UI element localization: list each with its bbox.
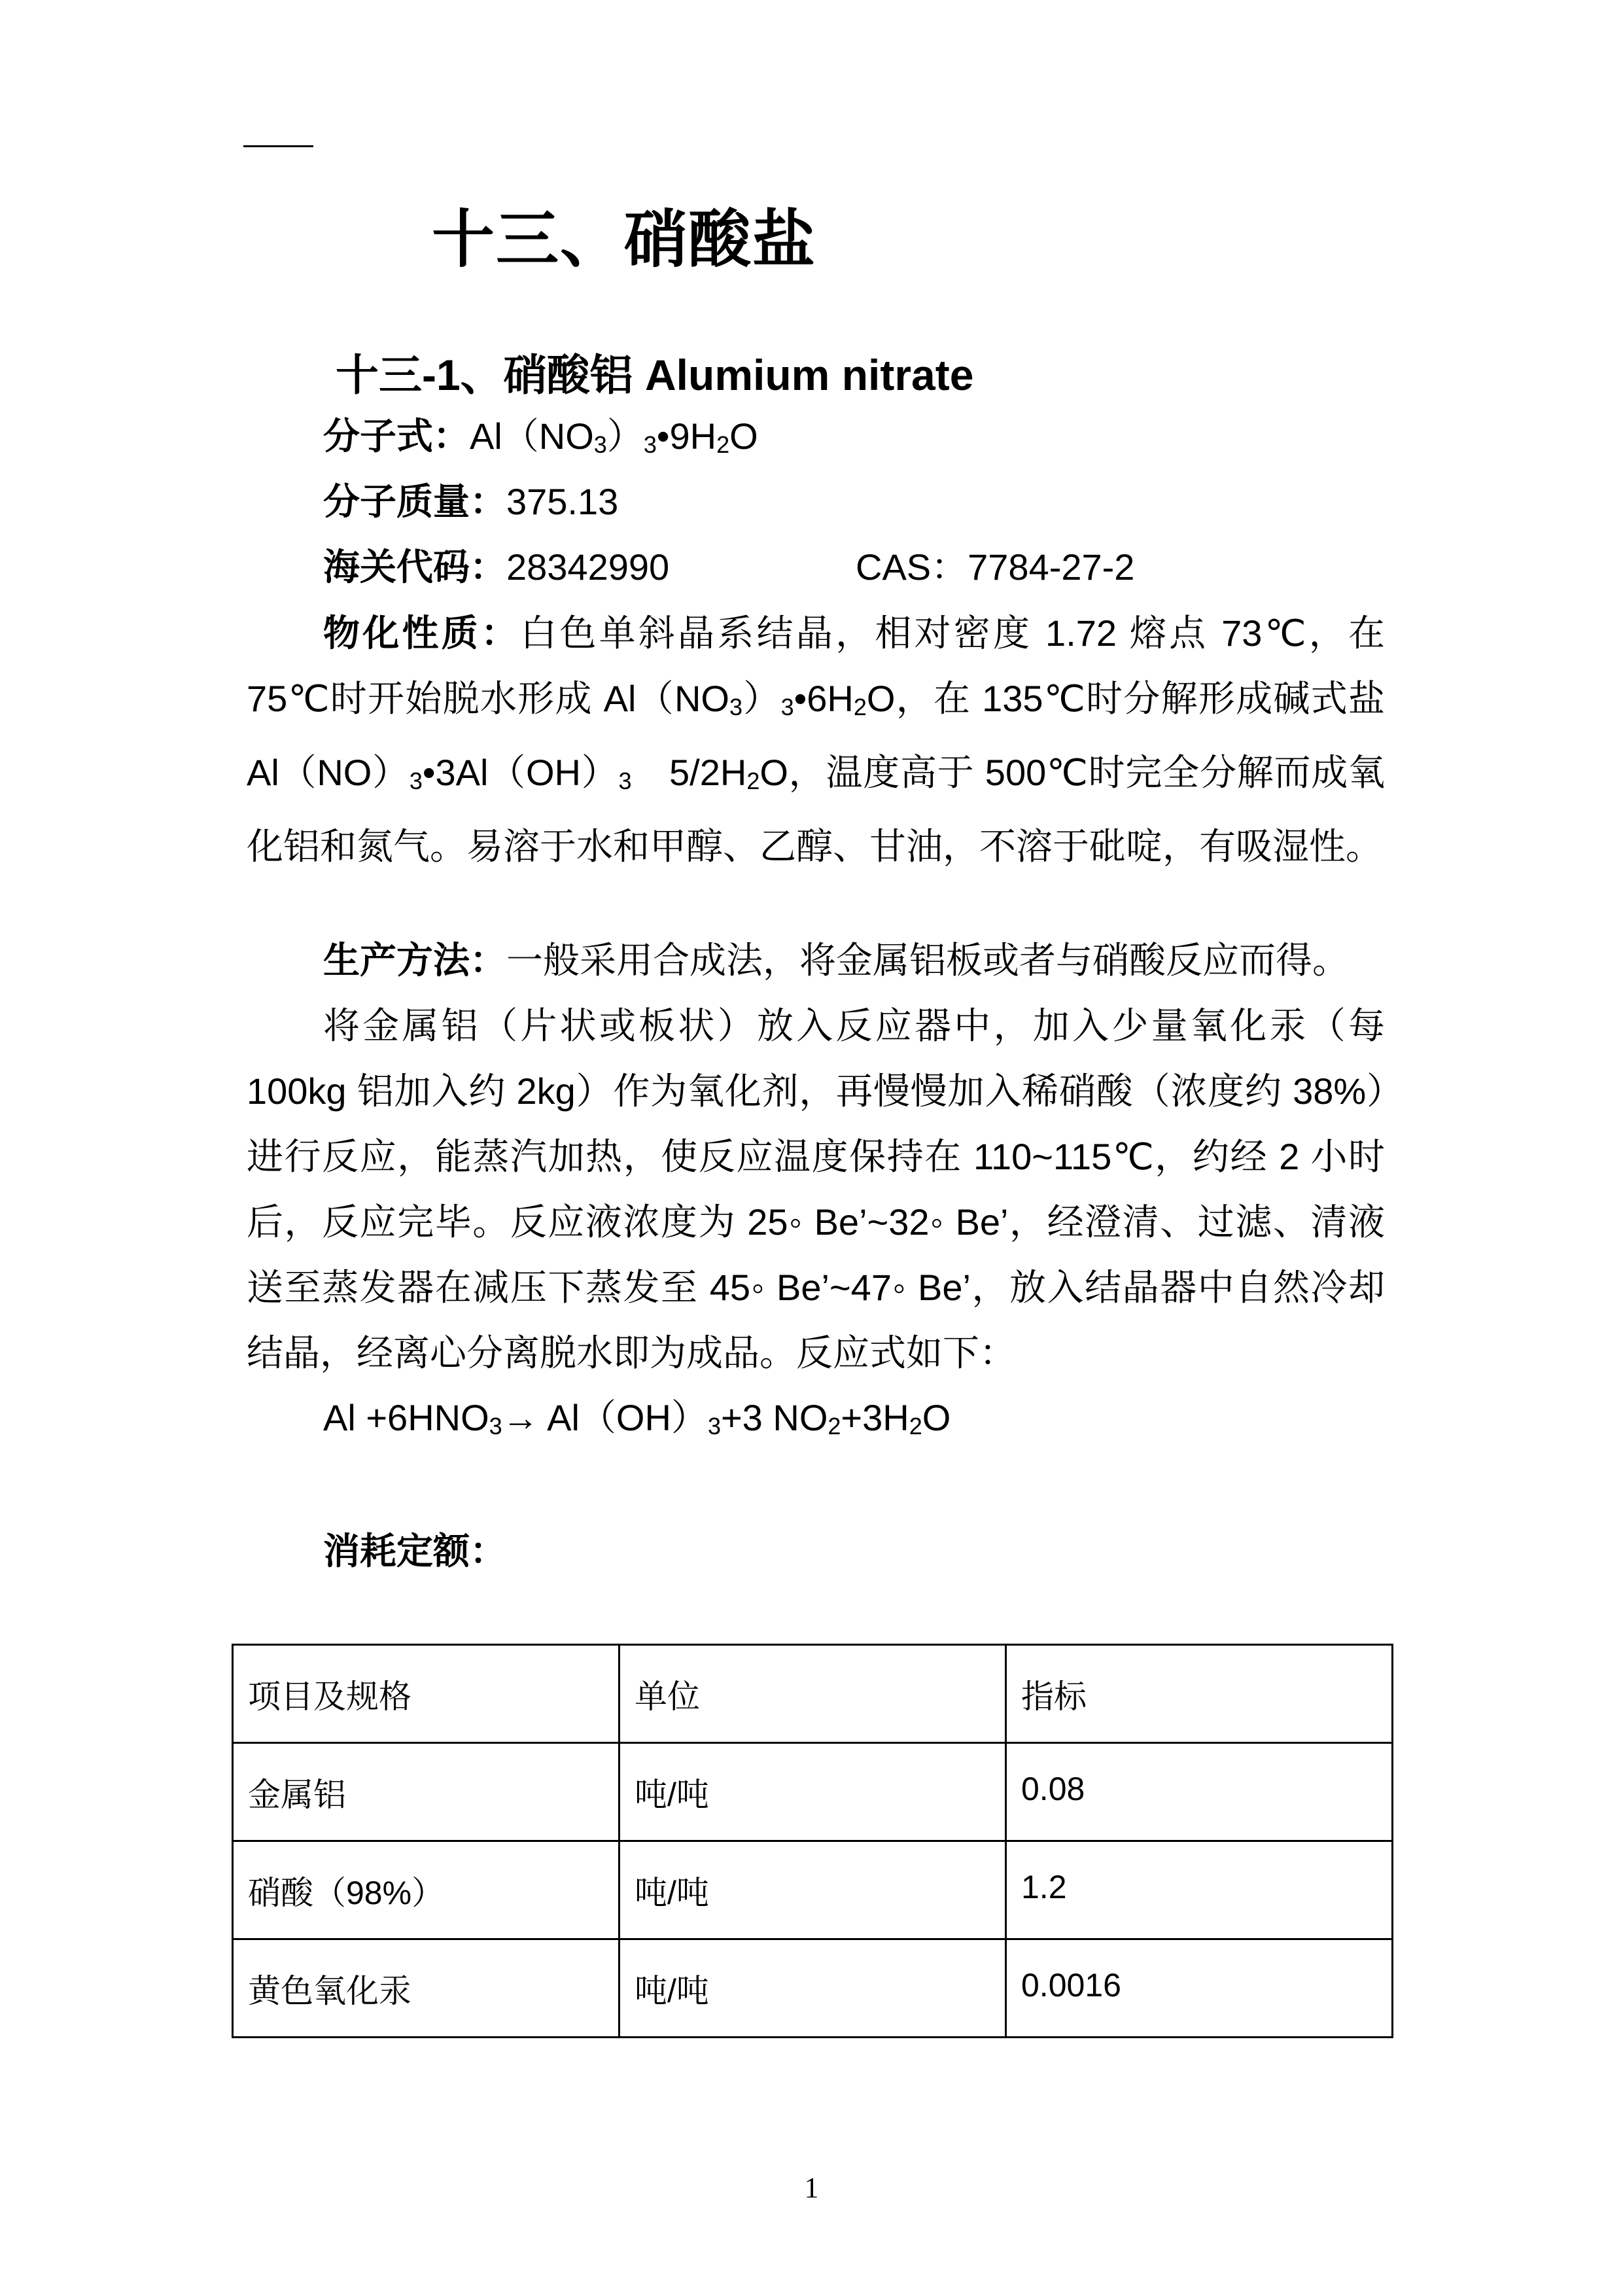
molecular-formula: 分子式：$Al(NO_3)_3•9H_2O$ <box>323 415 758 458</box>
molecular-formula-label: 分子式： <box>323 415 470 457</box>
table-cell: 金属铝 <box>233 1743 620 1841</box>
table-cell: 硝酸（98%） <box>233 1841 620 1939</box>
table-row <box>233 1841 1393 1939</box>
molecular-mass <box>323 479 618 525</box>
page-number: 1 <box>804 2172 819 2204</box>
table-header-cell: 单位 <box>620 1645 1006 1743</box>
customs-code-label: 海关代码： <box>323 546 506 588</box>
molecular-mass-label: 分子质量： <box>323 481 506 522</box>
table-cell: 吨/吨 <box>620 1939 1006 2038</box>
table-cell: 黄色氧化汞 <box>233 1939 620 2038</box>
cas-number: CAS：7784-27-2 <box>856 546 1135 588</box>
customs-code <box>323 544 669 590</box>
properties-label: 物化性质： <box>323 612 521 654</box>
consumption-table <box>232 1644 1393 2038</box>
table-cell: 吨/吨 <box>620 1743 1006 1841</box>
header-rule <box>243 145 313 147</box>
production-detail: 将金属铝（片状或板状）放入反应器中，加入少量氧化汞（每 100kg 铝加入约 2kg）作为氧化剂，再慢慢加入稀硝酸（浓度约 38%）进行反应，能蒸汽加热，使反应温度保持在 110~115℃，约经 2 小时后，反应完毕。反应液浓度为 25◦ Be’~32◦ Be’，经澄清、过滤、清液送至蒸发器在减压下蒸发至 45◦ Be’~47◦ Be’，放入结晶器中自然冷却结晶，经离心分离脱水即为成品。反应式如下： <box>247 1005 1386 1373</box>
molecular-mass-value: 375.13 <box>506 481 619 522</box>
production-intro: 生产方法：一般采用合成法，将金属铝板或者与硝酸反应而得。 <box>323 940 1349 981</box>
table-header-cell: 项目及规格 <box>233 1645 620 1743</box>
consumption-label: 消耗定额： <box>323 1530 506 1572</box>
table-cell: 0.08 <box>1006 1743 1393 1841</box>
table-cell: 0.0016 <box>1006 1939 1393 2038</box>
properties-paragraph: 物化性质：白色单斜晶系结晶，相对密度 1.72 熔点 73℃，在 75℃时开始脱水形成 $Al(NO_3)_3•6H_2O$，在 135℃时分解形成碱式盐 $Al(NO)_3•3Al(OH)_3$ $5/2H_2O$，温度高于 500℃时完全分解而成氧化铝和氮气。易溶于水和甲醇、乙醇、甘油，不溶于砒啶，有吸湿性。 <box>247 612 1386 867</box>
customs-code-value: 28342990 <box>506 546 670 588</box>
table-cell: 吨/吨 <box>620 1841 1006 1939</box>
chapter-title: 十三、硝酸盐 <box>432 205 816 275</box>
production-label: 生产方法： <box>323 940 506 981</box>
table-row <box>233 1939 1393 2038</box>
section-title: 十三-1、硝酸铝 Alumium nitrate <box>336 351 974 399</box>
reaction-equation: $Al +6HNO_3\to Al(OH)_3+3$ $NO_2+3H_2O$ <box>323 1397 951 1439</box>
table-header-cell: 指标 <box>1006 1645 1393 1743</box>
table-cell: 1.2 <box>1006 1841 1393 1939</box>
table-header-row <box>233 1645 1393 1743</box>
table-row <box>233 1743 1393 1841</box>
